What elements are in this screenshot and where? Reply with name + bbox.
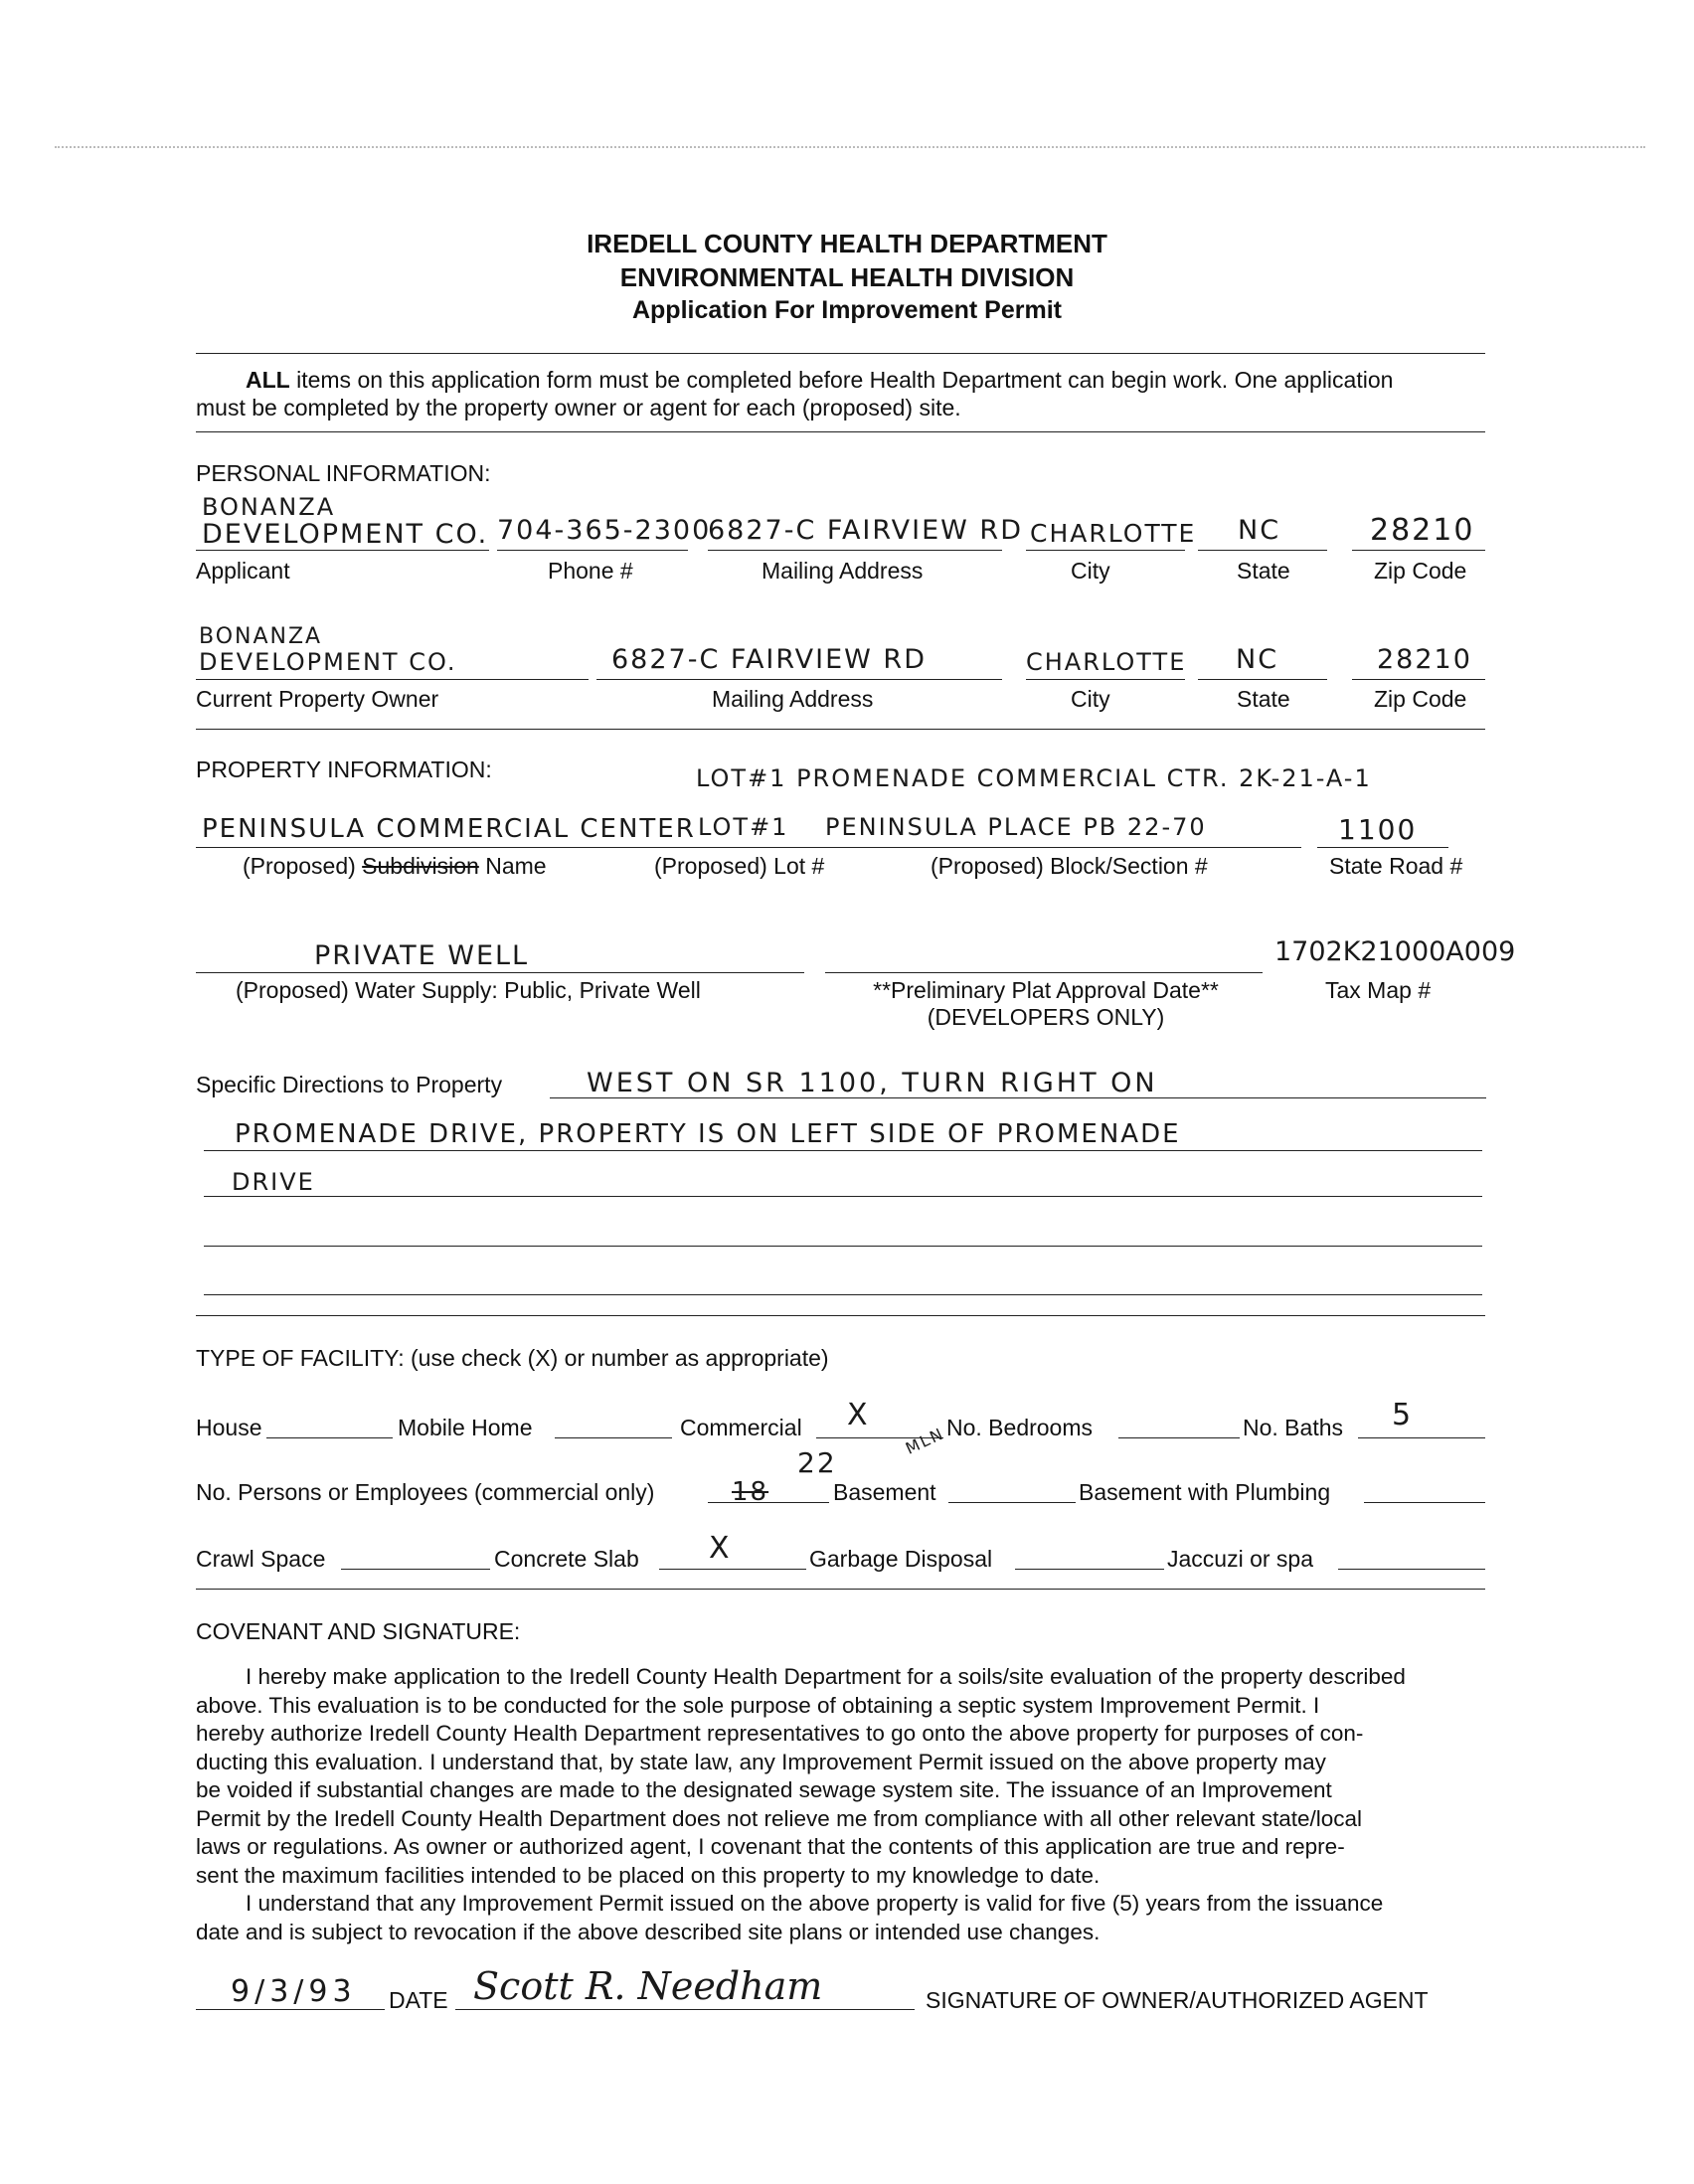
directions-line-1: WEST ON SR 1100, TURN RIGHT ON — [587, 1068, 1158, 1098]
baths-value: 5 — [1392, 1398, 1414, 1432]
basement-plumbing-line — [1364, 1502, 1485, 1503]
covenant-line: Permit by the Iredell County Health Department does not relieve me from compliance with all other relevant state/local — [196, 1805, 1363, 1831]
owner-zip-line — [1352, 679, 1485, 680]
label-directions: Specific Directions to Property — [196, 1072, 503, 1097]
signature-line — [455, 2009, 915, 2010]
crawl-space-line — [341, 1569, 490, 1570]
divider — [196, 1589, 1485, 1590]
subdivision-name: PENINSULA COMMERCIAL CENTER — [202, 814, 696, 844]
property-line — [196, 847, 1301, 848]
divider — [196, 431, 1485, 432]
label-owner-state: State — [1237, 686, 1290, 712]
owner-address: 6827-C FAIRVIEW RD — [611, 644, 927, 675]
baths-line — [1358, 1437, 1485, 1438]
directions-line-3: DRIVE — [232, 1168, 315, 1196]
department-title: IREDELL COUNTY HEALTH DEPARTMENT — [587, 229, 1107, 258]
property-info-heading: PROPERTY INFORMATION: — [196, 756, 492, 782]
intro-line-1: ALL items on this application form must be completed before Health Department can begin work. One application — [246, 367, 1394, 393]
applicant-address: 6827-C FAIRVIEW RD — [708, 515, 1023, 546]
commercial-check: X — [847, 1398, 870, 1432]
owner-address-line — [596, 679, 1002, 680]
label-developers-only: (DEVELOPERS ONLY) — [927, 1004, 1165, 1030]
state-line — [1198, 550, 1327, 551]
divider — [196, 353, 1485, 354]
label-concrete-slab: Concrete Slab — [494, 1546, 639, 1572]
label-bedrooms: No. Bedrooms — [946, 1415, 1094, 1440]
covenant-line: be voided if substantial changes are made to the designated sewage system site. The issuance of an Improvement — [196, 1777, 1332, 1802]
property-note: LOT#1 PROMENADE COMMERCIAL CTR. 2K-21-A-1 — [696, 764, 1372, 792]
date-value: 9/3/93 — [231, 1974, 357, 2009]
covenant-line: hereby authorize Iredell County Health Department representatives to go onto the above property for purposes of con- — [196, 1721, 1364, 1746]
label-lot: (Proposed) Lot # — [654, 853, 825, 879]
concrete-slab-check: X — [709, 1531, 732, 1566]
personal-info-heading: PERSONAL INFORMATION: — [196, 460, 491, 486]
lot-number: LOT#1 — [698, 813, 789, 841]
water-supply: PRIVATE WELL — [314, 940, 530, 971]
directions-underline-2 — [204, 1150, 1482, 1151]
directions-underline-1 — [550, 1097, 1486, 1098]
applicant-line — [196, 550, 489, 551]
covenant-line: I understand that any Improvement Permit issued on the above property is valid for five (5) years from the issuance — [246, 1891, 1384, 1916]
label-state: State — [1237, 558, 1290, 584]
owner-state: NC — [1236, 644, 1279, 675]
intro-line-2: must be completed by the property owner or agent for each (proposed) site. — [196, 395, 961, 420]
label-basement: Basement — [833, 1479, 936, 1505]
concrete-slab-line — [659, 1569, 806, 1570]
label-owner-city: City — [1071, 686, 1110, 712]
label-zip: Zip Code — [1374, 558, 1467, 584]
mobile-home-line — [555, 1437, 672, 1438]
label-subdivision-name: (Proposed) Subdivision Name — [243, 853, 547, 879]
directions-underline-4 — [204, 1246, 1482, 1247]
applicant-state: NC — [1238, 515, 1281, 546]
label-crawl-space: Crawl Space — [196, 1546, 326, 1572]
covenant-line: sent the maximum facilities intended to be placed on this property to my knowledge to date. — [196, 1862, 1101, 1888]
label-commercial: Commercial — [680, 1415, 802, 1440]
zip-line — [1352, 550, 1485, 551]
garbage-disposal-line — [1015, 1569, 1164, 1570]
label-water-supply: (Proposed) Water Supply: Public, Private Well — [236, 977, 701, 1003]
label-owner-zip: Zip Code — [1374, 686, 1467, 712]
owner-city: CHARLOTTE — [1026, 648, 1187, 676]
label-owner-mailing-address: Mailing Address — [712, 686, 874, 712]
applicant-phone: 704-365-2300 — [497, 515, 712, 546]
date-line — [196, 2009, 385, 2010]
bedrooms-line — [1118, 1437, 1240, 1438]
water-supply-line — [196, 972, 804, 973]
phone-line — [497, 550, 688, 551]
label-mobile-home: Mobile Home — [398, 1415, 533, 1440]
directions-underline-3 — [204, 1196, 1482, 1197]
label-plat-approval: **Preliminary Plat Approval Date** — [873, 977, 1219, 1003]
label-city: City — [1071, 558, 1110, 584]
covenant-paragraph-1 — [196, 1663, 1485, 1946]
applicant-zip: 28210 — [1370, 513, 1475, 548]
persons-new-value: 22 — [797, 1446, 837, 1479]
house-line — [266, 1437, 393, 1438]
basement-line — [948, 1502, 1076, 1503]
division-title: ENVIRONMENTAL HEALTH DIVISION — [619, 262, 1075, 292]
label-jacuzzi: Jaccuzi or spa — [1167, 1546, 1314, 1572]
applicant-name-line1: BONANZA — [202, 493, 336, 521]
address-line — [708, 550, 1002, 551]
owner-line — [196, 679, 589, 680]
label-block-section: (Proposed) Block/Section # — [931, 853, 1208, 879]
scan-artifact-dots — [55, 146, 1645, 148]
owner-zip: 28210 — [1377, 644, 1472, 675]
city-line — [1026, 550, 1185, 551]
directions-underline-5 — [204, 1294, 1482, 1295]
label-house: House — [196, 1415, 262, 1440]
covenant-line: I hereby make application to the Iredell County Health Department for a soils/site evaluation of the property described — [246, 1664, 1406, 1689]
divider — [196, 729, 1485, 730]
form-title: Application For Improvement Permit — [631, 296, 1062, 324]
label-persons: No. Persons or Employees (commercial only) — [196, 1479, 655, 1505]
divider — [196, 1315, 1485, 1316]
label-garbage-disposal: Garbage Disposal — [809, 1546, 993, 1572]
covenant-line: date and is subject to revocation if the above described site plans or intended use changes. — [196, 1919, 1101, 1944]
persons-old-value: 18 — [732, 1477, 769, 1507]
applicant-city: CHARLOTTE — [1030, 519, 1197, 548]
label-baths: No. Baths — [1243, 1415, 1343, 1440]
block-section: PENINSULA PLACE PB 22-70 — [825, 813, 1207, 841]
label-applicant: Applicant — [196, 558, 290, 584]
label-basement-plumbing: Basement with Plumbing — [1079, 1479, 1331, 1505]
owner-signature: Scott R. Needham — [473, 1964, 823, 2008]
state-road-line — [1317, 847, 1448, 848]
covenant-heading: COVENANT AND SIGNATURE: — [196, 1618, 521, 1644]
owner-city-line — [1026, 679, 1185, 680]
directions-line-2: PROMENADE DRIVE, PROPERTY IS ON LEFT SIDE OF PROMENADE — [235, 1119, 1181, 1149]
jacuzzi-line — [1338, 1569, 1485, 1570]
facility-heading: TYPE OF FACILITY: (use check (X) or number as appropriate) — [196, 1345, 829, 1371]
correction-initials: MLN — [902, 1424, 947, 1458]
covenant-line: ducting this evaluation. I understand that, by state law, any Improvement Permit issued on the above property may — [196, 1749, 1326, 1774]
label-state-road: State Road # — [1329, 853, 1463, 879]
label-signature: SIGNATURE OF OWNER/AUTHORIZED AGENT — [926, 1987, 1429, 2013]
covenant-line: above. This evaluation is to be conducted for the sole purpose of obtaining a septic system Improvement Permit. I — [196, 1692, 1320, 1718]
owner-name-line2: DEVELOPMENT CO. — [199, 648, 457, 676]
label-current-owner: Current Property Owner — [196, 686, 439, 712]
state-road-number: 1100 — [1338, 813, 1418, 846]
tax-map-number: 1702K21000A009 — [1274, 936, 1516, 967]
owner-name-line1: BONANZA — [199, 624, 323, 649]
label-phone: Phone # — [548, 558, 633, 584]
label-tax-map: Tax Map # — [1325, 977, 1432, 1003]
applicant-name-line2: DEVELOPMENT CO. — [202, 519, 489, 550]
label-mailing-address: Mailing Address — [762, 558, 924, 584]
label-date: DATE — [389, 1987, 448, 2013]
plat-date-line — [825, 972, 1263, 973]
owner-state-line — [1198, 679, 1327, 680]
covenant-line: laws or regulations. As owner or authorized agent, I covenant that the contents of this application are true and repre- — [196, 1834, 1345, 1859]
